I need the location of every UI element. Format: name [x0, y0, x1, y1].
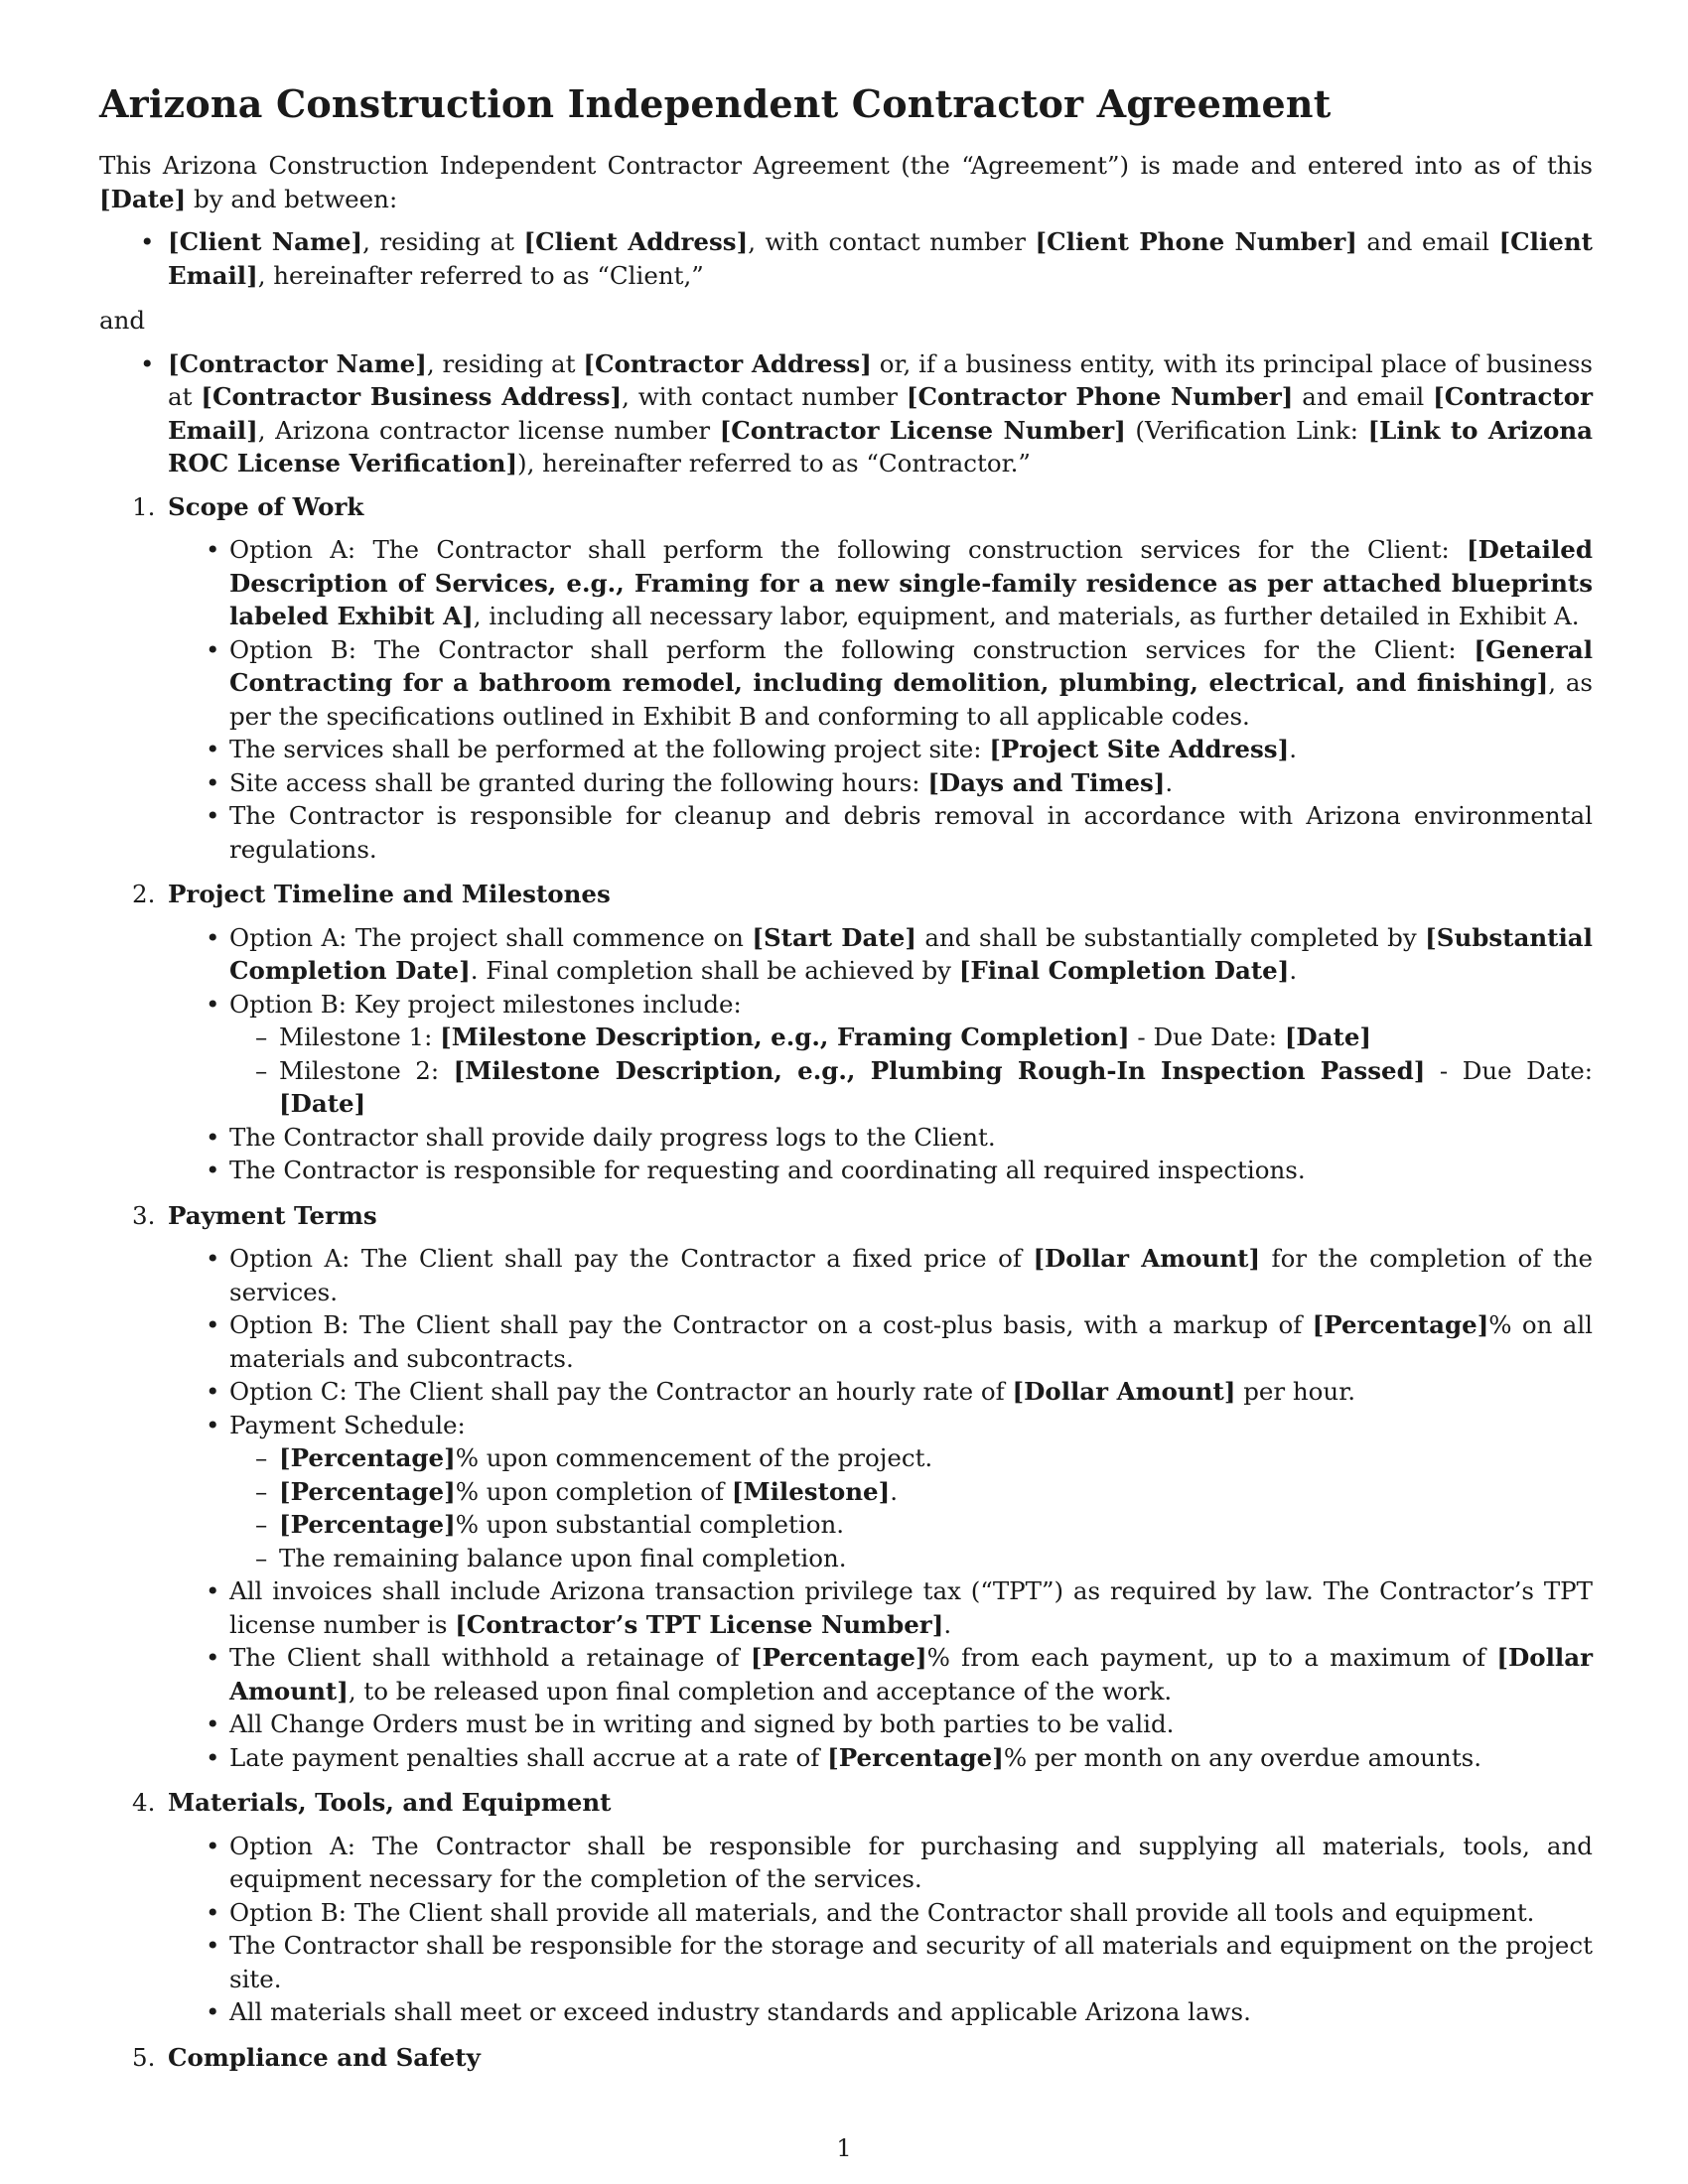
list-item: • The Contractor is responsible for cleanup and debris removal in accordance with Arizona environmental regulations. — [229, 799, 1593, 866]
list-item: • Option A: The Contractor shall be responsible for purchasing and supplying all materials, tools, and equipment necessary for the completion of the services. — [229, 1830, 1593, 1896]
list-item: • Option B: The Client shall provide all materials, and the Contractor shall provide all tools and equipment. — [229, 1896, 1593, 1930]
list-item: • Option B: The Client shall pay the Contractor on a cost-plus basis, with a markup of [Percentage]% on all materials and subcontracts. — [229, 1308, 1593, 1375]
list-item: • All invoices shall include Arizona transaction privilege tax (“TPT”) as required by law. The Contractor’s TPT license number is [Contractor’s TPT License Number]. — [229, 1574, 1593, 1641]
list-item: • Option A: The project shall commence on [Start Date] and shall be substantially completed by [Substantial Completion Date]. Final completion shall be achieved by [Final Completion Date]. — [229, 921, 1593, 988]
section-title: Scope of Work — [168, 491, 364, 521]
section-title: Project Timeline and Milestones — [168, 880, 611, 908]
party-list — [99, 225, 1593, 292]
section-number: 3. — [132, 1200, 156, 1230]
schedule-item: – [Percentage]% upon substantial completion. — [279, 1508, 1593, 1542]
section-scope-of-work — [132, 490, 1594, 867]
and-separator: and — [99, 306, 146, 335]
section-items — [168, 921, 1593, 1187]
contractor-party: • [Contractor Name], residing at [Contractor Address] or, if a business entity, with its principal place of business at [Contractor Business Address], with contact number [Contractor Phone Number] and email [Contractor Email], Arizona contractor license number [Contractor License Number] (Verification Link: [Link to Arizona ROC License Verification]), hereinafter referred to as “Contractor.” — [168, 347, 1593, 480]
list-item: • All materials shall meet or exceed industry standards and applicable Arizona laws. — [229, 1995, 1593, 2029]
party-list — [99, 347, 1593, 480]
section-payment-terms — [132, 1199, 1593, 1775]
list-item: • Site access shall be granted during the following hours: [Days and Times]. — [229, 766, 1593, 800]
list-item: • The Client shall withhold a retainage of [Percentage]% from each payment, up to a maximum of [Dollar Amount], to be released upon final completion and acceptance of the work. — [229, 1641, 1593, 1707]
list-item: • The Contractor shall be responsible for the storage and security of all materials and equipment on the project site. — [229, 1929, 1593, 1995]
page-number: 1 — [836, 2134, 852, 2162]
list-item: • Late payment penalties shall accrue at a rate of [Percentage]% per month on any overdue amounts. — [229, 1741, 1593, 1775]
section-title: Payment Terms — [168, 1200, 377, 1230]
date-placeholder: [Date] — [99, 184, 187, 213]
section-title: Materials, Tools, and Equipment — [168, 1788, 612, 1817]
payment-schedule-list — [229, 1441, 1593, 1574]
milestone-list — [229, 1021, 1593, 1121]
list-item: • Option B: The Contractor shall perform the following construction services for the Client: [General Contracting for a bathroom remodel, including demolition, plumbing, electrical, and finishing], as per the specifications outlined in Exhibit B and conforming to all applicable codes. — [229, 633, 1593, 734]
section-number: 1. — [132, 491, 156, 521]
verification-link: [Link to Arizona ROC License Verification] — [168, 415, 1594, 478]
list-item: • The services shall be performed at the following project site: [Project Site Address]. — [229, 733, 1593, 766]
list-item: • Option C: The Client shall pay the Contractor an hourly rate of [Dollar Amount] per hour. — [229, 1375, 1593, 1409]
section-items — [168, 1242, 1593, 1774]
section-materials — [132, 1786, 1593, 2029]
schedule-item: – [Percentage]% upon completion of [Milestone]. — [279, 1475, 1593, 1509]
client-party: • [Client Name], residing at [Client Address], with contact number [Client Phone Number] and email [Client Email], hereinafter referred to as “Client,” — [168, 225, 1593, 292]
list-item: • Option A: The Client shall pay the Contractor a fixed price of [Dollar Amount] for the completion of the services. — [229, 1242, 1593, 1308]
section-number: 5. — [132, 2042, 156, 2072]
list-item: • All Change Orders must be in writing and signed by both parties to be valid. — [229, 1707, 1593, 1741]
document-body — [99, 81, 1593, 2086]
section-items — [168, 1830, 1593, 2029]
list-item: • The Contractor shall provide daily progress logs to the Client. — [229, 1121, 1593, 1155]
section-number: 2. — [132, 880, 156, 908]
section-items — [168, 533, 1593, 866]
list-item: • The Contractor is responsible for requesting and coordinating all required inspections. — [229, 1154, 1593, 1187]
list-item: • Option B: Key project milestones include: – Milestone 1: [Milestone Description, e.g., Framing Completion] - Due Date: [Date] – Milestone 2: [Milestone Description, e.g., Plumbing Rough-In Inspection Passed] - Due Date: [Date] — [229, 988, 1593, 1121]
schedule-item: – The remaining balance upon final completion. — [279, 1542, 1593, 1575]
milestone-item: – Milestone 2: [Milestone Description, e.g., Plumbing Rough-In Inspection Passed] - Due Date: [Date] — [279, 1054, 1593, 1121]
section-title: Compliance and Safety — [168, 2042, 481, 2072]
sections-list — [99, 490, 1593, 2075]
list-item: • Payment Schedule: – [Percentage]% upon commencement of the project. – [Percentage]% upon completion of [Milestone]. – [Percentage]% upon substantial completion. – The remaining balance upon final completion. — [229, 1409, 1593, 1575]
document-title: Arizona Construction Independent Contractor Agreement — [99, 81, 1332, 126]
section-number: 4. — [132, 1788, 156, 1817]
schedule-item: – [Percentage]% upon commencement of the project. — [279, 1441, 1593, 1475]
section-compliance-safety — [132, 2041, 1593, 2075]
list-item: • Option A: The Contractor shall perform the following construction services for the Client: [Detailed Description of Services, e.g., Framing for a new single-family residence as per attached blueprints labeled Exhibit A], including all necessary labor, equipment, and materials, as further detailed in Exhibit A. — [229, 533, 1593, 633]
intro-paragraph: This Arizona Construction Independent Contractor Agreement (the “Agreement”) is made and entered into as of this [Date] by and between: — [99, 151, 1593, 213]
section-project-timeline — [132, 878, 1594, 1187]
milestone-item: – Milestone 1: [Milestone Description, e.g., Framing Completion] - Due Date: [Date] — [279, 1021, 1593, 1054]
